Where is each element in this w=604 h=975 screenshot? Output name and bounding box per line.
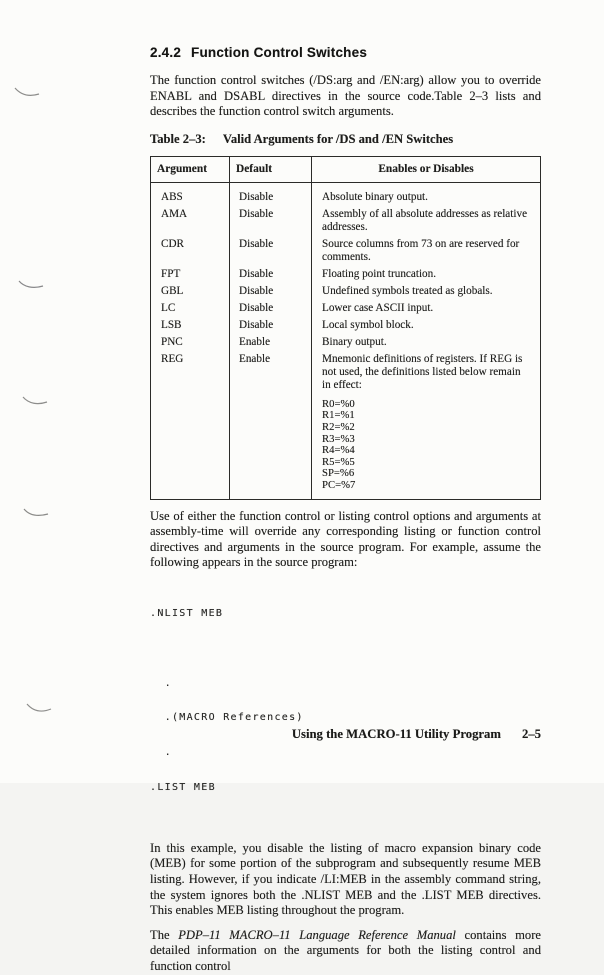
table-header-row xyxy=(151,156,541,182)
register-definition: R4=%4 xyxy=(322,444,355,457)
register-definition: R1=%1 xyxy=(322,409,355,422)
register-definition: SP=%6 xyxy=(322,467,355,480)
cell-description: Absolute binary output. xyxy=(312,182,541,206)
cell-default: Disable xyxy=(230,317,312,334)
cell-default: Disable xyxy=(230,283,312,300)
margin-tick-mark-2 xyxy=(17,278,45,292)
page-number: 2–5 xyxy=(521,727,541,741)
header-default: Default xyxy=(230,156,312,182)
cell-argument: ABS xyxy=(161,190,183,203)
source-code-block xyxy=(150,585,541,817)
table-row-lc xyxy=(151,300,541,317)
reference-prefix: The xyxy=(150,927,179,942)
section-number: 2.4.2 xyxy=(150,45,182,60)
footer-running-title: Using the MACRO-11 Utility Program xyxy=(291,727,501,741)
function-switch-arguments-table xyxy=(150,156,541,500)
table-row-pnc xyxy=(151,334,541,351)
table-row-fpt xyxy=(151,266,541,283)
cell-argument: PNC xyxy=(161,335,183,348)
code-line-list: .LIST MEB xyxy=(150,782,216,793)
cell-argument: FPT xyxy=(161,267,181,280)
cell-argument: LSB xyxy=(161,318,182,331)
code-line-ellipsis-dot: . xyxy=(150,747,172,759)
paragraph-intro: The function control switches (/DS:arg and /EN:arg) allow you to override ENABL and DSABL directives in the source code.Table 2–3 lists and describes the function control switch arguments. xyxy=(150,73,541,119)
table-row-ama xyxy=(151,206,541,236)
register-definition: R5=%5 xyxy=(322,455,355,468)
cell-description: Lower case ASCII input. xyxy=(312,300,541,317)
cell-description: Source columns from 73 on are reserved for comments. xyxy=(312,236,541,266)
manual-title-italic: PDP–11 MACRO–11 Language Reference Manual xyxy=(178,927,456,942)
cell-default: Disable xyxy=(230,206,312,236)
cell-description: Undefined symbols treated as globals. xyxy=(312,283,541,300)
paragraph-override: Use of either the function control or listing control options and arguments at assembly-time will override any corresponding listing or function control directives and arguments in the source program. For example, assume the following appears in the source program: xyxy=(150,508,541,570)
cell-default: Enable xyxy=(230,351,312,499)
reg-description: Mnemonic definitions of registers. If REG is not used, the definitions listed below remain in effect: xyxy=(322,352,523,391)
margin-tick-mark-1 xyxy=(13,85,41,99)
cell-default: Enable xyxy=(230,334,312,351)
register-definition: R0=%0 xyxy=(322,397,355,410)
cell-description xyxy=(312,351,541,499)
margin-tick-mark-4 xyxy=(22,506,50,520)
paragraph-example: In this example, you disable the listing of macro expansion binary code (MEB) for some portion of the subprogram and subsequently resume MEB listing. However, if you indicate /LI:MEB in the assembly command string, the system ignores both the .NLIST MEB and the .LIST MEB directives. This enables MEB listing throughout the program. xyxy=(150,840,541,918)
margin-tick-mark-3 xyxy=(21,394,49,408)
reference-suffix: contains more detailed information on the arguments for both the listing control and function control xyxy=(150,927,541,973)
page-footer xyxy=(150,727,541,742)
table-caption xyxy=(150,132,541,147)
register-definition: PC=%7 xyxy=(322,478,356,491)
register-definition: R3=%3 xyxy=(322,432,355,445)
table-row-abs xyxy=(151,182,541,206)
cell-default: Disable xyxy=(230,182,312,206)
register-definitions-list xyxy=(322,399,532,492)
cell-description: Local symbol block. xyxy=(312,317,541,334)
table-row-cdr xyxy=(151,236,541,266)
code-line-nlist: .NLIST MEB xyxy=(150,608,224,620)
paragraph-reference xyxy=(150,928,541,975)
code-line-macro-references: .(MACRO References) xyxy=(150,712,304,724)
section-title: Function Control Switches xyxy=(191,45,368,60)
cell-argument: AMA xyxy=(161,207,188,220)
cell-description: Binary output. xyxy=(312,334,541,351)
cell-argument: REG xyxy=(161,352,184,365)
table-row-lsb xyxy=(151,317,541,334)
cell-argument: GBL xyxy=(161,284,184,297)
page-content xyxy=(150,45,541,975)
table-row-reg xyxy=(151,351,541,499)
table-caption-title: Valid Arguments for /DS and /EN Switches xyxy=(222,131,454,146)
code-line-blank xyxy=(150,643,541,655)
code-line-ellipsis-dot: . xyxy=(150,677,172,689)
cell-default: Disable xyxy=(230,236,312,266)
cell-default: Disable xyxy=(230,300,312,317)
header-argument: Argument xyxy=(151,156,230,182)
header-enables-or-disables: Enables or Disables xyxy=(312,156,541,182)
cell-argument: CDR xyxy=(161,237,185,250)
section-heading xyxy=(150,45,541,60)
table-row-gbl xyxy=(151,283,541,300)
table-caption-label: Table 2–3: xyxy=(150,131,206,146)
cell-description: Floating point truncation. xyxy=(312,266,541,283)
cell-description: Assembly of all absolute addresses as relative addresses. xyxy=(312,206,541,236)
margin-tick-mark-5 xyxy=(25,701,53,715)
cell-default: Disable xyxy=(230,266,312,283)
cell-argument: LC xyxy=(161,301,176,314)
register-definition: R2=%2 xyxy=(322,420,355,433)
